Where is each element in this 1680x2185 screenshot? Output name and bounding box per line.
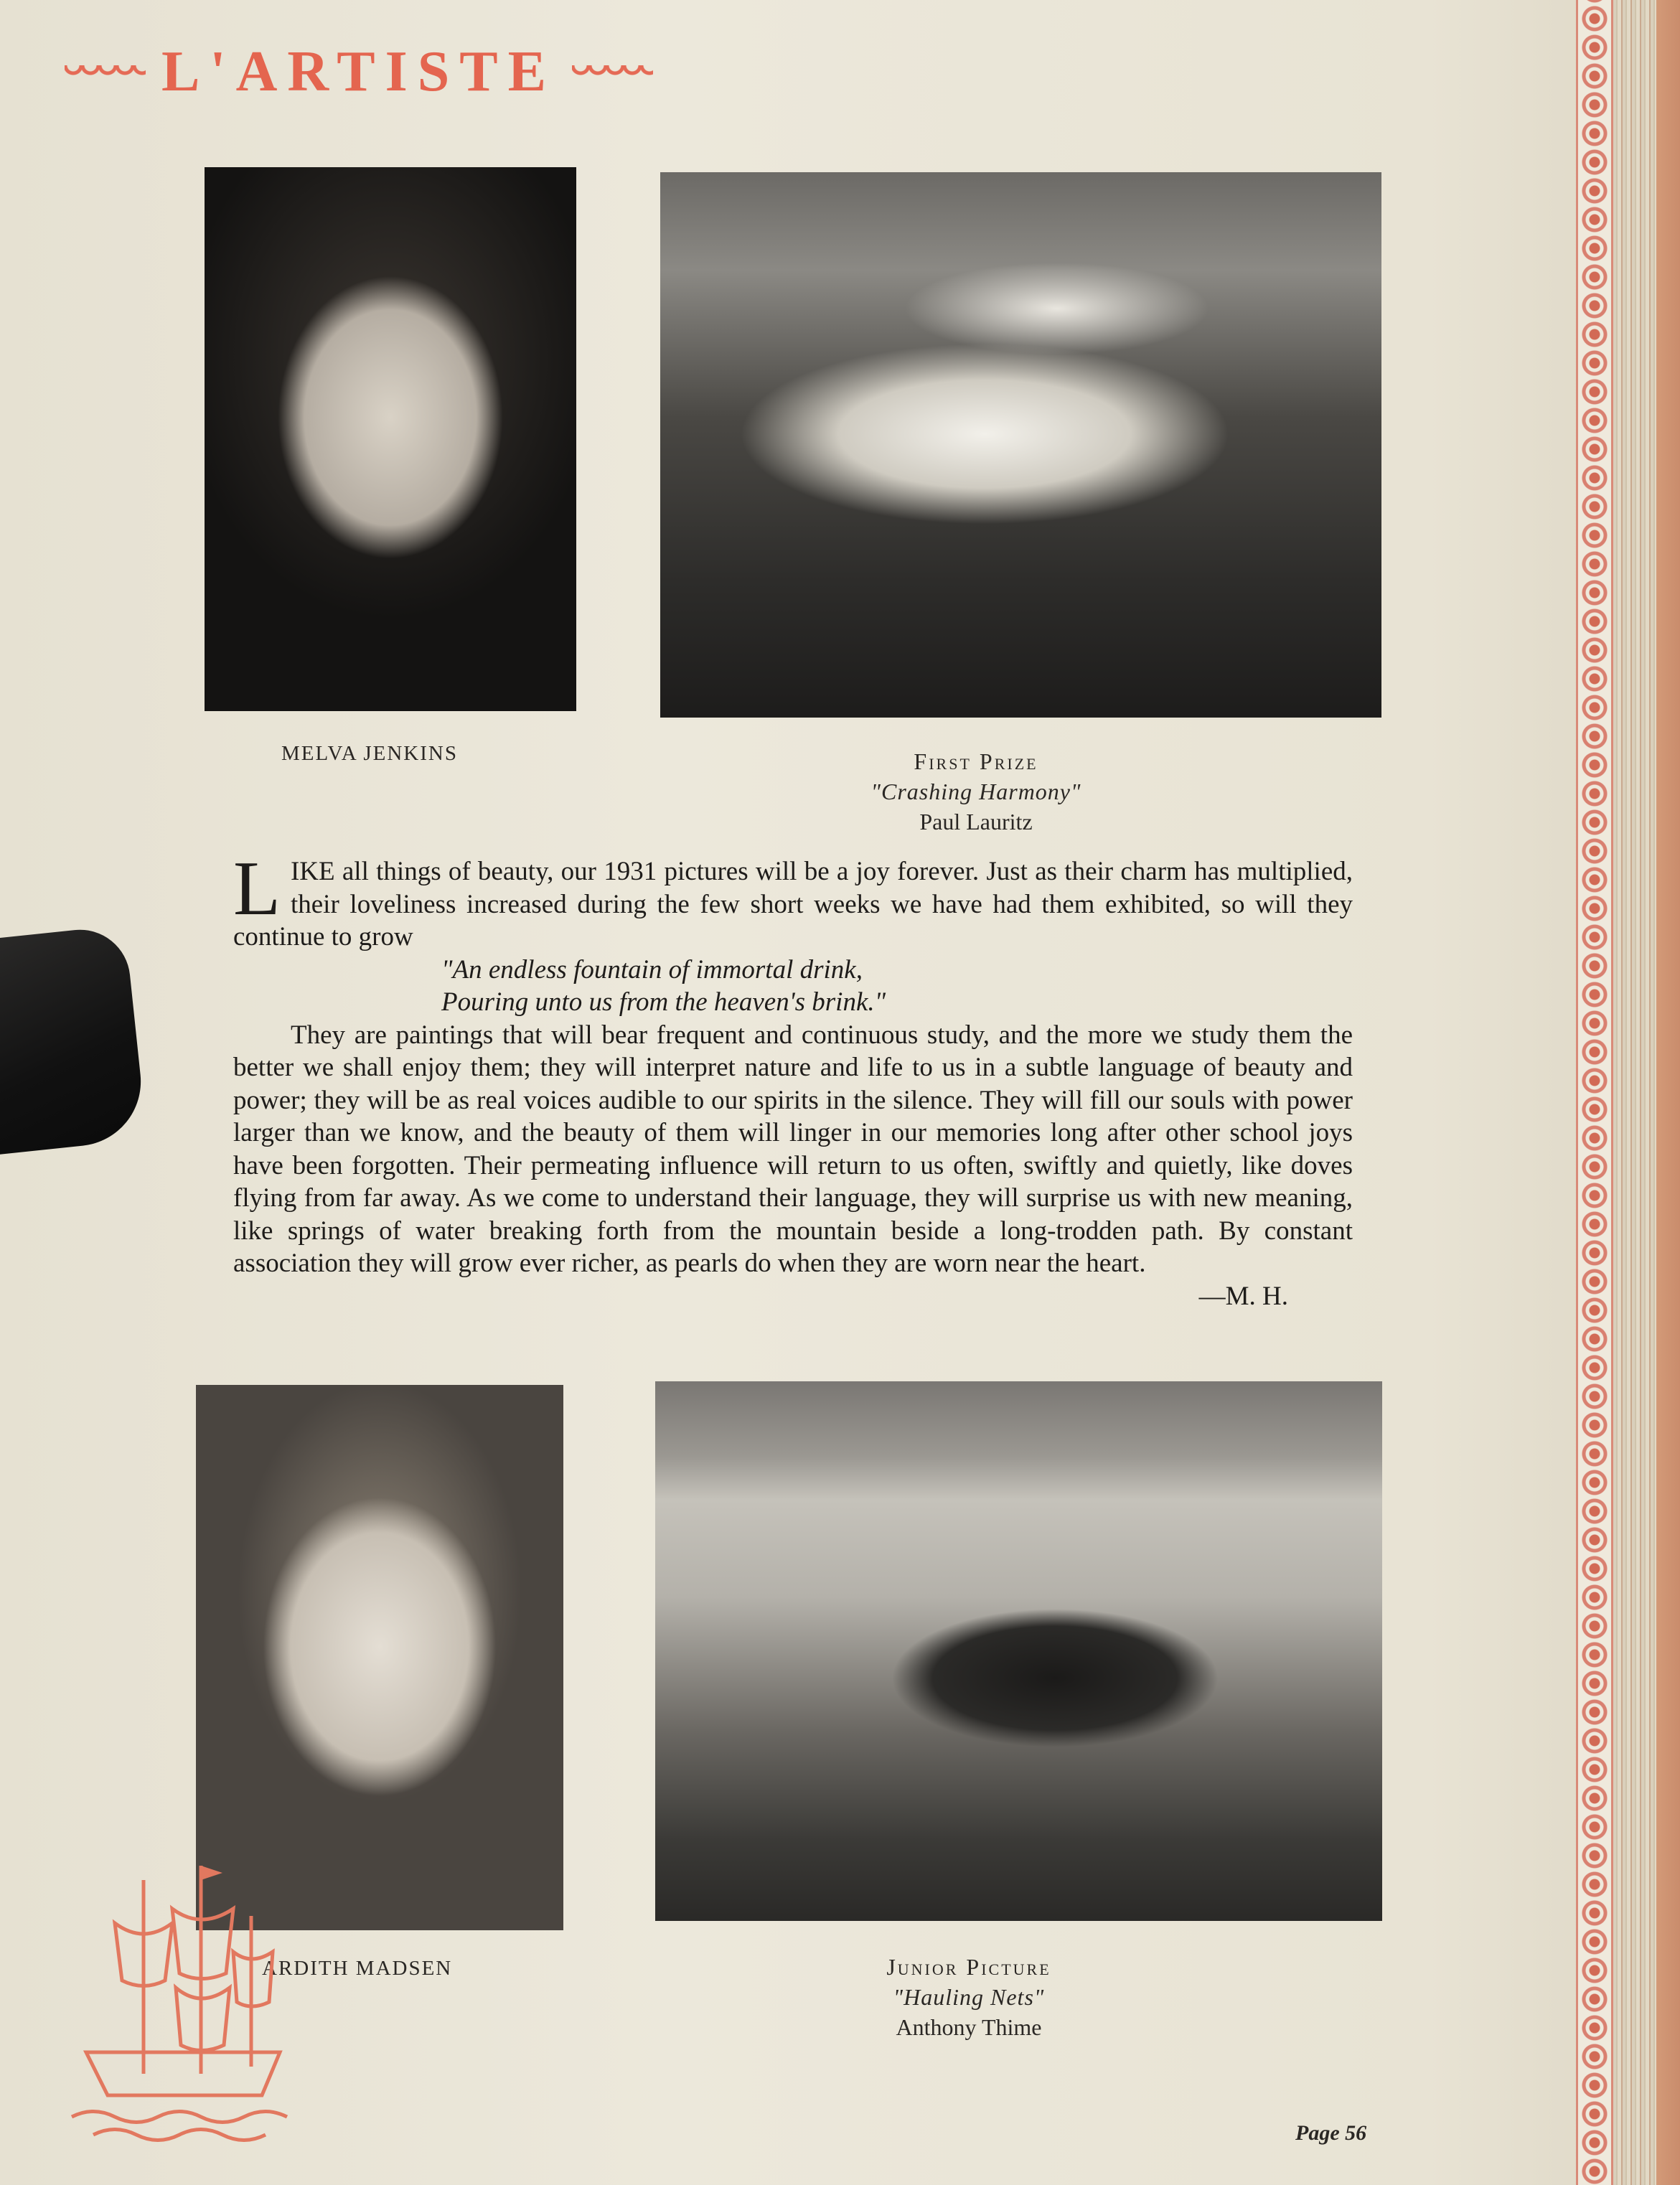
poem-line-2: Pouring unto us from the heaven's brink." xyxy=(441,987,886,1017)
painting-caption-junior-picture xyxy=(789,1952,1148,2042)
drop-cap: L xyxy=(233,846,281,931)
paragraph-1-text: IKE all things of beauty, our 1931 pictures will be a joy forever. Just as their charm has multiplied, their loveliness increased during the few short weeks we have had them exhibited, so will they continue to grow xyxy=(233,857,1353,951)
award-label: First Prize xyxy=(914,748,1038,774)
wave-ornament-left xyxy=(65,61,146,83)
portrait-caption-melva-jenkins: MELVA JENKINS xyxy=(281,742,458,765)
award-label: Junior Picture xyxy=(886,1954,1051,1980)
painting-title: "Hauling Nets" xyxy=(893,1984,1045,2010)
painting-title: "Crashing Harmony" xyxy=(870,779,1081,804)
wave-ornament-right xyxy=(572,61,653,83)
decorative-border-strip xyxy=(1576,0,1613,2185)
article-paragraph-2 xyxy=(233,1019,1353,1311)
author-signature: —M. H. xyxy=(1198,1281,1288,1311)
page-number: Page 56 xyxy=(1295,2121,1367,2145)
article-body xyxy=(233,846,1353,1312)
portrait-caption-ardith-madsen: ARDITH MADSEN xyxy=(262,1957,453,1980)
painting-crashing-harmony xyxy=(660,172,1381,718)
artist-name: Paul Lauritz xyxy=(919,809,1033,835)
portrait-photo-melva-jenkins xyxy=(205,167,576,711)
artist-name: Anthony Thime xyxy=(896,2014,1042,2040)
page-title: L'ARTISTE xyxy=(161,39,557,103)
article-paragraph-1 xyxy=(233,846,1353,954)
painting-hauling-nets xyxy=(655,1381,1382,1921)
painting-caption-first-prize xyxy=(775,746,1177,837)
poem-quote xyxy=(441,954,1353,1019)
ship-emblem-icon xyxy=(65,1837,301,2153)
paragraph-2-text: They are paintings that will bear frequent and continuous study, and the more we study them the better we shall enjoy them; they will interpret nature and life to us in a subtle language of beauty and power; they will be as real voices audible to our spirits in the silence. They will fill our souls with power larger than we know, and the beauty of them will linger in our memories long after other school joys have been forgotten. Their permeating influence will return to us often, swiftly and quietly, like doves flying from far away. As we come to understand their language, they will surprise us with new meaning, like springs of water breaking forth from the mountain beside a long-trodden path. By constant association they will grow ever richer, as pearls do when they are worn near the heart. xyxy=(233,1020,1353,1278)
book-page-edges xyxy=(1613,0,1680,2185)
dark-object-edge xyxy=(0,925,147,1156)
page-header xyxy=(65,39,653,103)
poem-line-1: "An endless fountain of immortal drink, xyxy=(441,954,863,985)
